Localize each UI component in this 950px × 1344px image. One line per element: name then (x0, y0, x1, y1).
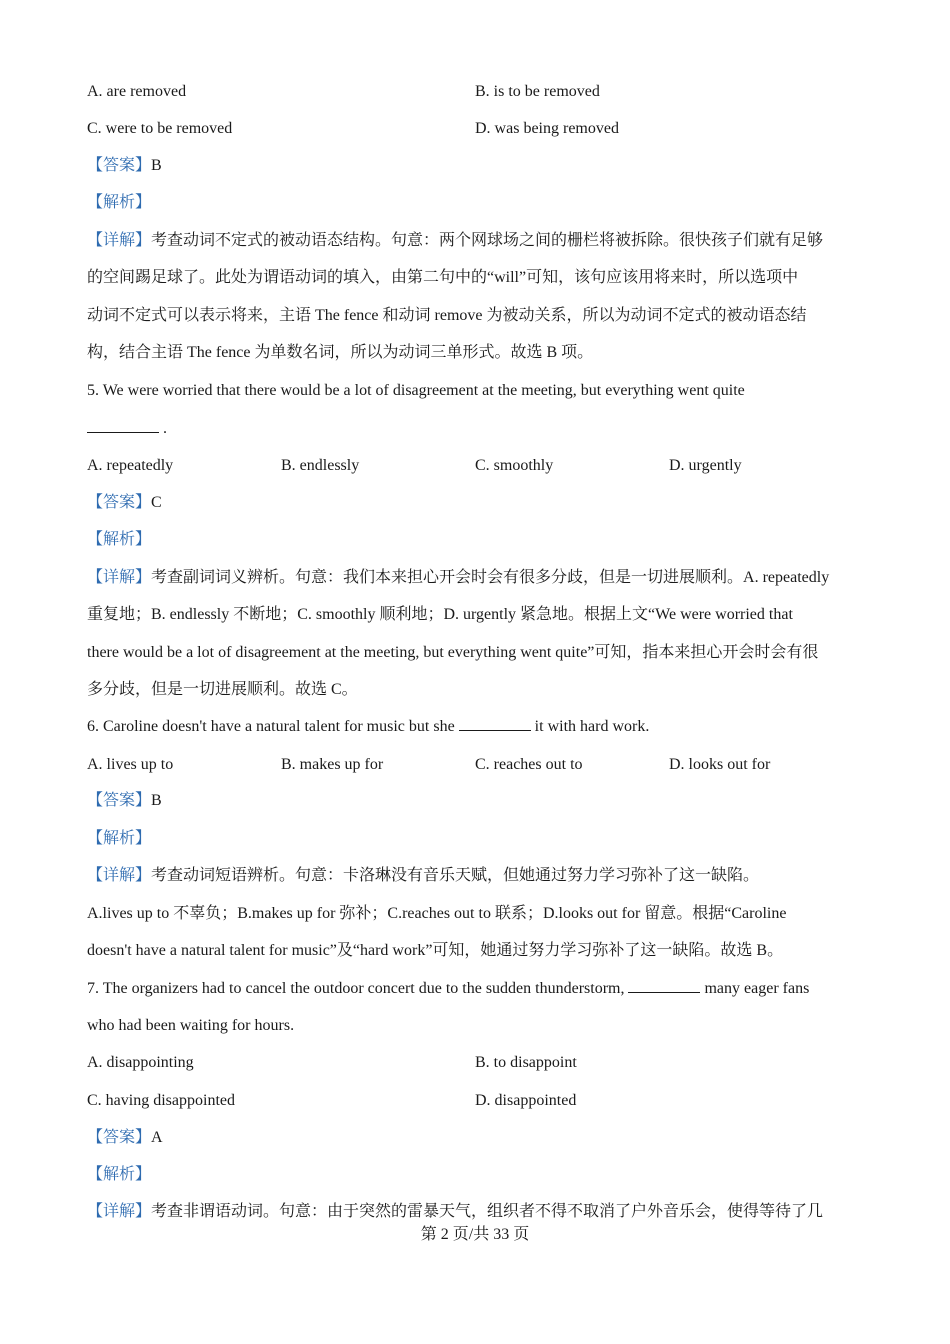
q6-analysis-tag: 【解析】 (87, 830, 152, 847)
q6-detail-line: A.lives up to 不辜负；B.makes up for 弥补；C.reaches out to 联系；D.looks out for 留意。根据“Caroline (87, 905, 787, 922)
detail-text: 考查动词不定式的被动语态结构。句意：两个网球场之间的栅栏将被拆除。很快孩子们就有足够 (151, 232, 824, 249)
q7-detail-line (87, 1201, 863, 1223)
detail-tag: 【详解】 (87, 232, 152, 249)
q7-question-line1 (87, 978, 863, 1000)
answer-tag: 【答案】 (87, 494, 152, 511)
q5-question-end: . (159, 420, 167, 437)
q6-answer (87, 790, 863, 812)
answer-blank (628, 978, 700, 993)
detail-text: 考查副词词义辨析。句意：我们本来担心开会时会有很多分歧，但是一切进展顺利。A. repeatedly (151, 569, 830, 586)
q5-answer (87, 492, 863, 514)
answer-value: B (151, 157, 162, 174)
q7-option-a: A. disappointing (87, 1054, 194, 1071)
detail-text: 考查动词短语辨析。句意：卡洛琳没有音乐天赋，但她通过努力学习弥补了这一缺陷。 (151, 867, 760, 884)
q5-option-b: B. endlessly (281, 457, 360, 474)
answer-value: B (151, 792, 162, 809)
q6-option-c: C. reaches out to (475, 756, 583, 773)
detail-tag: 【详解】 (87, 569, 152, 586)
detail-tag: 【详解】 (87, 867, 152, 884)
q6-option-a: A. lives up to (87, 756, 174, 773)
q7-option-b: B. to disappoint (475, 1054, 577, 1071)
q7-question-line2: who had been waiting for hours. (87, 1017, 295, 1034)
q5-detail-line: 多分歧，但是一切进展顺利。故选 C。 (87, 681, 358, 698)
q4-detail-line: 动词不定式可以表示将来，主语 The fence 和动词 remove 为被动关系，所以为动词不定式的被动语态结 (87, 307, 807, 324)
q5-detail-line: 重复地；B. endlessly 不断地；C. smoothly 顺利地；D. urgently 紧急地。根据上文“We were worried that (87, 606, 793, 623)
q7-answer (87, 1127, 863, 1149)
q5-option-c: C. smoothly (475, 457, 554, 474)
q6-detail-line: doesn't have a natural talent for music”及“hard work”可知，她通过努力学习弥补了这一缺陷。故选 B。 (87, 942, 784, 959)
q4-option-d: D. was being removed (475, 120, 619, 137)
q5-analysis-tag: 【解析】 (87, 531, 152, 548)
q5-option-a: A. repeatedly (87, 457, 174, 474)
q6-option-d: D. looks out for (669, 756, 771, 773)
answer-value: C (151, 494, 162, 511)
q4-detail-line: 构，结合主语 The fence 为单数名词，所以为动词三单形式。故选 B 项。 (87, 344, 594, 361)
q4-option-c: C. were to be removed (87, 120, 233, 137)
q6-detail-line (87, 865, 863, 887)
q5-detail-line: there would be a lot of disagreement at the meeting, but everything went quite”可知，指本来担心开会时会有很 (87, 644, 819, 661)
answer-tag: 【答案】 (87, 157, 152, 174)
q5-question-line1: 5. We were worried that there would be a lot of disagreement at the meeting, but everything went quite (87, 382, 745, 399)
q4-detail-line (87, 230, 863, 252)
q4-analysis-tag: 【解析】 (87, 194, 152, 211)
answer-tag: 【答案】 (87, 792, 152, 809)
q7-question-start: 7. The organizers had to cancel the outdoor concert due to the sudden thunderstorm, (87, 980, 629, 997)
q5-option-d: D. urgently (669, 457, 742, 474)
q7-option-c: C. having disappointed (87, 1092, 235, 1109)
q5-detail-line (87, 567, 863, 589)
q7-option-d: D. disappointed (475, 1092, 577, 1109)
q7-analysis-tag: 【解析】 (87, 1166, 152, 1183)
answer-value: A (151, 1129, 163, 1146)
q6-option-b: B. makes up for (281, 756, 384, 773)
q4-answer (87, 155, 863, 177)
q7-question-end: many eager fans (700, 980, 810, 997)
q6-question-end: it with hard work. (530, 718, 650, 735)
detail-tag: 【详解】 (87, 1203, 152, 1220)
answer-blank (459, 716, 531, 731)
q6-question-start: 6. Caroline doesn't have a natural talent for music but she (87, 718, 459, 735)
answer-tag: 【答案】 (87, 1129, 152, 1146)
q4-option-a: A. are removed (87, 83, 187, 100)
q4-option-b: B. is to be removed (475, 83, 600, 100)
detail-text: 考查非谓语动词。句意：由于突然的雷暴天气，组织者不得不取消了户外音乐会，使得等待了几 (151, 1203, 824, 1220)
page-footer: 第 2 页/共 33 页 (420, 1226, 530, 1243)
q5-question-line2 (87, 418, 863, 440)
q6-question (87, 716, 863, 738)
q4-detail-line: 的空间踢足球了。此处为谓语动词的填入，由第二句中的“will”可知，该句应该用将来时，所以选项中 (87, 269, 799, 286)
answer-blank (87, 418, 159, 433)
